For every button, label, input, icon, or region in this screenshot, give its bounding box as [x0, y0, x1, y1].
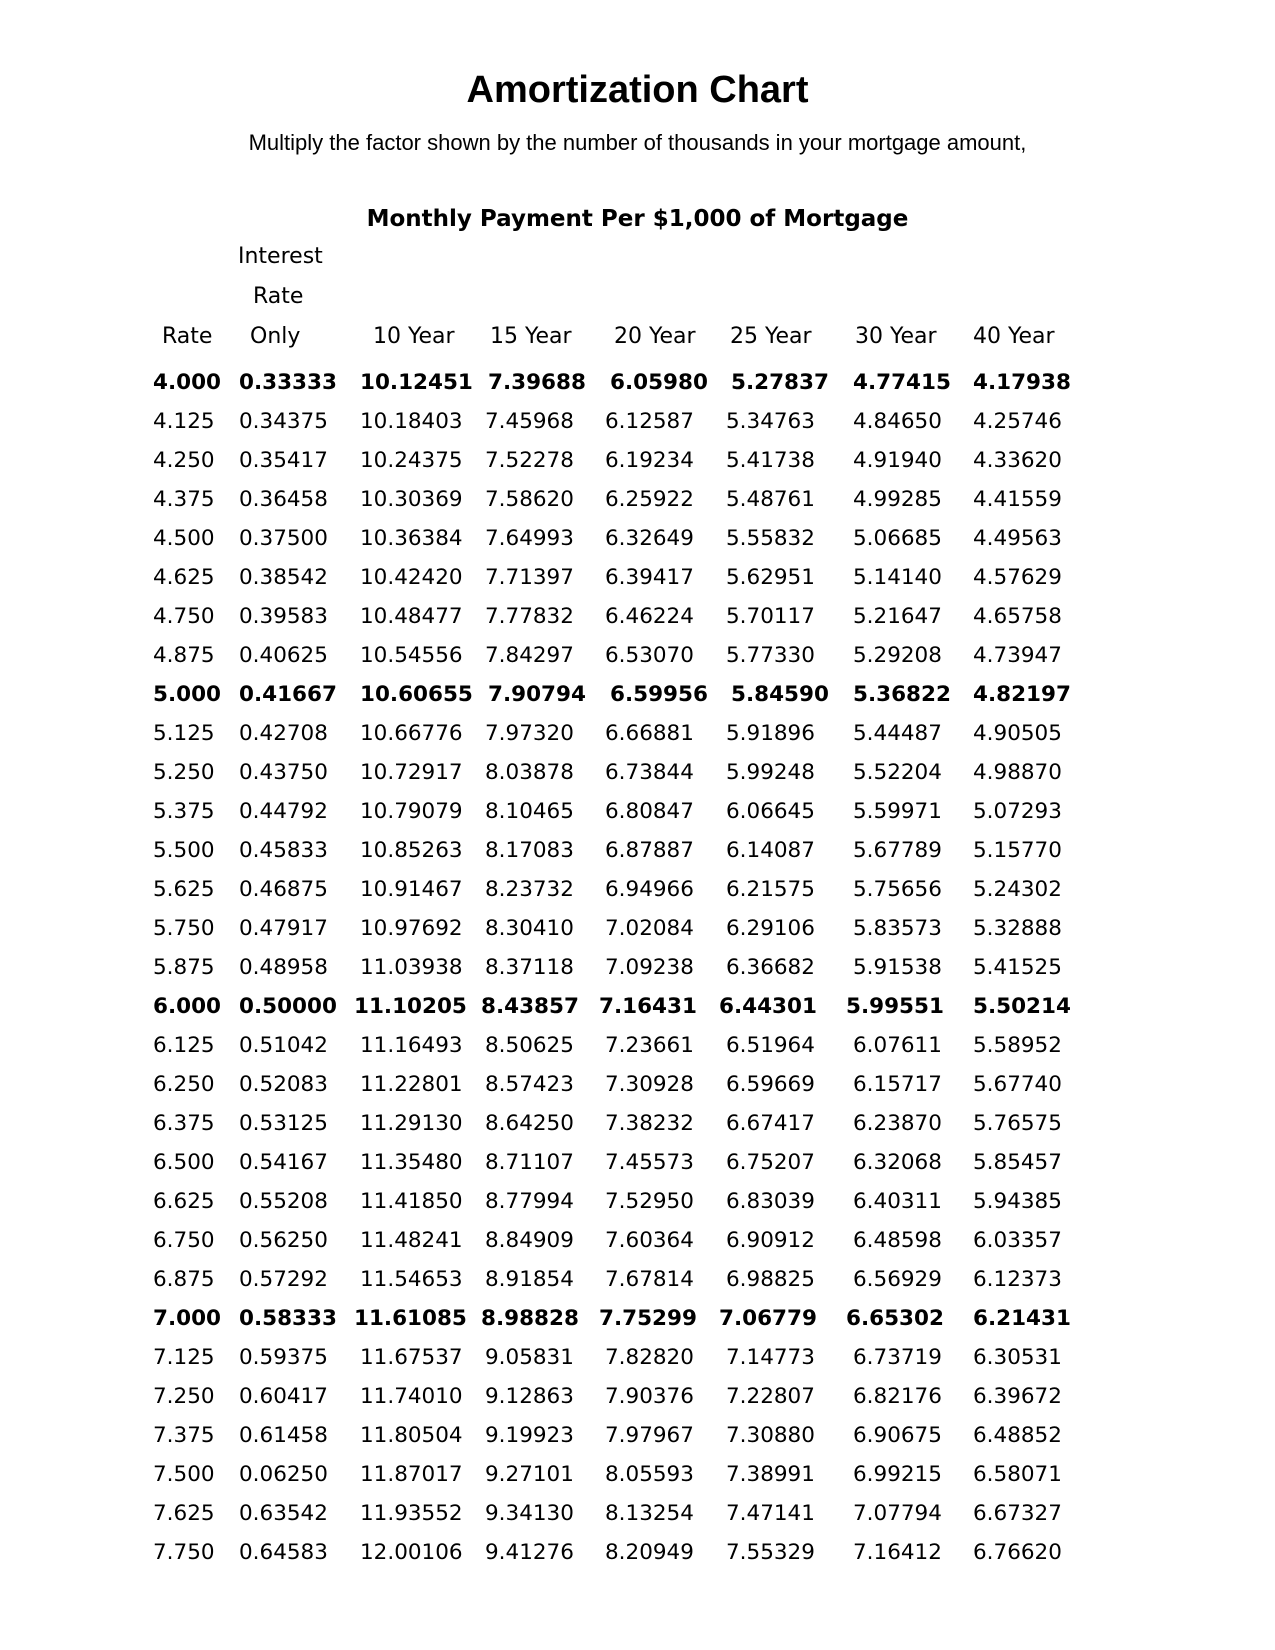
cell-20-year: 7.38232	[605, 1111, 694, 1136]
cell-20-year: 8.20949	[605, 1540, 694, 1565]
cell-15-year: 7.45968	[485, 409, 574, 434]
cell-25-year: 5.62951	[726, 565, 815, 590]
cell-10-year: 10.72917	[360, 760, 463, 785]
table-row	[0, 1495, 1275, 1534]
cell-20-year: 8.13254	[605, 1501, 694, 1526]
cell-40-year: 5.07293	[973, 799, 1062, 824]
table-row	[0, 481, 1275, 520]
cell-15-year: 8.98828	[481, 1306, 579, 1331]
table-row	[0, 1261, 1275, 1300]
cell-20-year: 7.09238	[605, 955, 694, 980]
cell-interest-only: 0.63542	[239, 1501, 328, 1526]
cell-30-year: 5.52204	[853, 760, 942, 785]
cell-25-year: 6.29106	[726, 916, 815, 941]
cell-rate: 6.375	[153, 1111, 215, 1136]
cell-40-year: 5.50214	[973, 994, 1071, 1019]
cell-15-year: 8.77994	[485, 1189, 574, 1214]
cell-interest-only: 0.36458	[239, 487, 328, 512]
cell-30-year: 6.65302	[846, 1306, 944, 1331]
cell-20-year: 6.12587	[605, 409, 694, 434]
table-row	[0, 949, 1275, 988]
cell-15-year: 7.64993	[485, 526, 574, 551]
cell-15-year: 8.03878	[485, 760, 574, 785]
cell-10-year: 11.74010	[360, 1384, 463, 1409]
cell-interest-only: 0.41667	[239, 682, 337, 707]
cell-10-year: 11.16493	[360, 1033, 463, 1058]
table-row	[0, 1183, 1275, 1222]
cell-rate: 6.500	[153, 1150, 215, 1175]
cell-25-year: 5.48761	[726, 487, 815, 512]
cell-interest-only: 0.53125	[239, 1111, 328, 1136]
cell-40-year: 4.65758	[973, 604, 1062, 629]
cell-40-year: 6.03357	[973, 1228, 1062, 1253]
table-row	[0, 1378, 1275, 1417]
table-row	[0, 403, 1275, 442]
cell-40-year: 4.25746	[973, 409, 1062, 434]
cell-10-year: 10.24375	[360, 448, 463, 473]
cell-25-year: 5.99248	[726, 760, 815, 785]
cell-25-year: 6.44301	[719, 994, 817, 1019]
cell-40-year: 4.98870	[973, 760, 1062, 785]
cell-40-year: 4.49563	[973, 526, 1062, 551]
header-10-year: 10 Year	[373, 324, 455, 349]
cell-rate: 5.875	[153, 955, 215, 980]
cell-20-year: 7.45573	[605, 1150, 694, 1175]
table-row	[0, 1066, 1275, 1105]
cell-20-year: 7.82820	[605, 1345, 694, 1370]
cell-rate: 4.500	[153, 526, 215, 551]
cell-20-year: 7.75299	[599, 1306, 697, 1331]
cell-25-year: 6.75207	[726, 1150, 815, 1175]
cell-interest-only: 0.59375	[239, 1345, 328, 1370]
cell-30-year: 5.91538	[853, 955, 942, 980]
cell-interest-only: 0.37500	[239, 526, 328, 551]
header-interest-line3: Only	[250, 324, 301, 349]
cell-15-year: 8.17083	[485, 838, 574, 863]
cell-15-year: 7.77832	[485, 604, 574, 629]
cell-25-year: 6.06645	[726, 799, 815, 824]
cell-40-year: 6.30531	[973, 1345, 1062, 1370]
cell-rate: 7.125	[153, 1345, 215, 1370]
cell-40-year: 5.94385	[973, 1189, 1062, 1214]
cell-20-year: 6.66881	[605, 721, 694, 746]
cell-25-year: 7.06779	[719, 1306, 817, 1331]
cell-10-year: 11.41850	[360, 1189, 463, 1214]
page-subtitle: Multiply the factor shown by the number of thousands in your mortgage amount,	[248, 130, 1027, 155]
cell-30-year: 5.99551	[846, 994, 944, 1019]
cell-40-year: 4.82197	[973, 682, 1071, 707]
cell-15-year: 7.39688	[488, 370, 586, 395]
cell-10-year: 10.91467	[360, 877, 463, 902]
cell-10-year: 10.48477	[360, 604, 463, 629]
cell-10-year: 11.87017	[360, 1462, 463, 1487]
table-row	[0, 1417, 1275, 1456]
cell-40-year: 6.12373	[973, 1267, 1062, 1292]
cell-40-year: 6.48852	[973, 1423, 1062, 1448]
table-body	[0, 364, 1275, 1573]
cell-10-year: 10.85263	[360, 838, 463, 863]
cell-30-year: 6.82176	[853, 1384, 942, 1409]
cell-10-year: 10.30369	[360, 487, 463, 512]
header-20-year: 20 Year	[614, 324, 696, 349]
cell-interest-only: 0.55208	[239, 1189, 328, 1214]
cell-25-year: 5.91896	[726, 721, 815, 746]
cell-10-year: 11.80504	[360, 1423, 463, 1448]
cell-40-year: 5.67740	[973, 1072, 1062, 1097]
cell-20-year: 7.23661	[605, 1033, 694, 1058]
cell-10-year: 11.29130	[360, 1111, 463, 1136]
table-row	[0, 520, 1275, 559]
cell-rate: 7.500	[153, 1462, 215, 1487]
cell-rate: 6.250	[153, 1072, 215, 1097]
cell-15-year: 7.84297	[485, 643, 574, 668]
cell-25-year: 7.22807	[726, 1384, 815, 1409]
cell-10-year: 10.36384	[360, 526, 463, 551]
cell-20-year: 6.05980	[610, 370, 708, 395]
cell-10-year: 10.79079	[360, 799, 463, 824]
cell-interest-only: 0.58333	[239, 1306, 337, 1331]
cell-interest-only: 0.54167	[239, 1150, 328, 1175]
cell-interest-only: 0.42708	[239, 721, 328, 746]
table-heading: Monthly Payment Per $1,000 of Mortgage	[366, 206, 909, 232]
cell-15-year: 8.37118	[485, 955, 574, 980]
cell-20-year: 6.19234	[605, 448, 694, 473]
cell-30-year: 5.59971	[853, 799, 942, 824]
cell-30-year: 6.90675	[853, 1423, 942, 1448]
cell-25-year: 7.14773	[726, 1345, 815, 1370]
table-row	[0, 1144, 1275, 1183]
cell-25-year: 5.27837	[731, 370, 829, 395]
cell-40-year: 6.21431	[973, 1306, 1071, 1331]
cell-15-year: 9.34130	[485, 1501, 574, 1526]
cell-40-year: 6.58071	[973, 1462, 1062, 1487]
cell-30-year: 5.36822	[853, 682, 951, 707]
table-row	[0, 598, 1275, 637]
cell-15-year: 9.12863	[485, 1384, 574, 1409]
cell-25-year: 6.14087	[726, 838, 815, 863]
cell-25-year: 7.55329	[726, 1540, 815, 1565]
cell-interest-only: 0.34375	[239, 409, 328, 434]
cell-interest-only: 0.47917	[239, 916, 328, 941]
cell-25-year: 6.98825	[726, 1267, 815, 1292]
cell-30-year: 5.14140	[853, 565, 942, 590]
cell-interest-only: 0.51042	[239, 1033, 328, 1058]
cell-rate: 5.375	[153, 799, 215, 824]
cell-40-year: 5.32888	[973, 916, 1062, 941]
cell-interest-only: 0.35417	[239, 448, 328, 473]
cell-rate: 5.000	[153, 682, 222, 707]
cell-15-year: 8.10465	[485, 799, 574, 824]
cell-interest-only: 0.61458	[239, 1423, 328, 1448]
cell-20-year: 7.67814	[605, 1267, 694, 1292]
cell-rate: 6.750	[153, 1228, 215, 1253]
cell-rate: 5.500	[153, 838, 215, 863]
cell-25-year: 6.51964	[726, 1033, 815, 1058]
cell-interest-only: 0.45833	[239, 838, 328, 863]
cell-30-year: 6.32068	[853, 1150, 942, 1175]
cell-40-year: 5.85457	[973, 1150, 1062, 1175]
cell-15-year: 8.57423	[485, 1072, 574, 1097]
cell-15-year: 9.27101	[485, 1462, 574, 1487]
cell-30-year: 6.99215	[853, 1462, 942, 1487]
cell-25-year: 5.77330	[726, 643, 815, 668]
cell-25-year: 7.38991	[726, 1462, 815, 1487]
cell-15-year: 7.71397	[485, 565, 574, 590]
cell-interest-only: 0.46875	[239, 877, 328, 902]
cell-20-year: 6.94966	[605, 877, 694, 902]
cell-20-year: 7.52950	[605, 1189, 694, 1214]
cell-rate: 7.000	[153, 1306, 222, 1331]
cell-25-year: 5.84590	[731, 682, 829, 707]
cell-25-year: 5.70117	[726, 604, 815, 629]
cell-30-year: 5.83573	[853, 916, 942, 941]
cell-30-year: 7.16412	[853, 1540, 942, 1565]
cell-30-year: 4.99285	[853, 487, 942, 512]
cell-20-year: 6.59956	[610, 682, 708, 707]
cell-40-year: 4.57629	[973, 565, 1062, 590]
cell-10-year: 10.18403	[360, 409, 463, 434]
table-row	[0, 832, 1275, 871]
cell-20-year: 6.53070	[605, 643, 694, 668]
cell-15-year: 8.23732	[485, 877, 574, 902]
cell-10-year: 11.22801	[360, 1072, 463, 1097]
cell-20-year: 7.90376	[605, 1384, 694, 1409]
cell-10-year: 10.97692	[360, 916, 463, 941]
cell-15-year: 8.91854	[485, 1267, 574, 1292]
cell-interest-only: 0.56250	[239, 1228, 328, 1253]
table-row	[0, 1534, 1275, 1573]
cell-20-year: 7.97967	[605, 1423, 694, 1448]
cell-40-year: 6.39672	[973, 1384, 1062, 1409]
cell-rate: 4.875	[153, 643, 215, 668]
cell-10-year: 10.60655	[360, 682, 473, 707]
header-15-year: 15 Year	[490, 324, 572, 349]
table-row	[0, 1222, 1275, 1261]
cell-rate: 5.250	[153, 760, 215, 785]
cell-rate: 6.125	[153, 1033, 215, 1058]
cell-25-year: 5.41738	[726, 448, 815, 473]
cell-15-year: 8.30410	[485, 916, 574, 941]
cell-30-year: 4.77415	[853, 370, 951, 395]
cell-rate: 5.750	[153, 916, 215, 941]
cell-40-year: 5.24302	[973, 877, 1062, 902]
table-row	[0, 364, 1275, 403]
cell-15-year: 7.52278	[485, 448, 574, 473]
cell-25-year: 7.30880	[726, 1423, 815, 1448]
cell-40-year: 4.90505	[973, 721, 1062, 746]
table-row	[0, 676, 1275, 715]
cell-10-year: 10.54556	[360, 643, 463, 668]
cell-30-year: 6.73719	[853, 1345, 942, 1370]
cell-30-year: 5.21647	[853, 604, 942, 629]
cell-rate: 5.625	[153, 877, 215, 902]
cell-15-year: 8.64250	[485, 1111, 574, 1136]
table-row	[0, 754, 1275, 793]
cell-30-year: 5.67789	[853, 838, 942, 863]
cell-25-year: 6.90912	[726, 1228, 815, 1253]
header-40-year: 40 Year	[973, 324, 1055, 349]
table-row	[0, 1339, 1275, 1378]
cell-30-year: 4.91940	[853, 448, 942, 473]
table-row	[0, 988, 1275, 1027]
cell-15-year: 9.19923	[485, 1423, 574, 1448]
cell-20-year: 6.87887	[605, 838, 694, 863]
cell-30-year: 6.40311	[853, 1189, 942, 1214]
cell-rate: 4.000	[153, 370, 222, 395]
cell-25-year: 6.83039	[726, 1189, 815, 1214]
cell-interest-only: 0.40625	[239, 643, 328, 668]
cell-15-year: 9.41276	[485, 1540, 574, 1565]
cell-10-year: 11.93552	[360, 1501, 463, 1526]
cell-30-year: 6.23870	[853, 1111, 942, 1136]
cell-30-year: 5.29208	[853, 643, 942, 668]
cell-interest-only: 0.06250	[239, 1462, 328, 1487]
page-title: Amortization Chart	[466, 69, 809, 111]
cell-30-year: 6.07611	[853, 1033, 942, 1058]
cell-interest-only: 0.57292	[239, 1267, 328, 1292]
cell-10-year: 10.12451	[360, 370, 473, 395]
table-row	[0, 793, 1275, 832]
cell-10-year: 10.66776	[360, 721, 463, 746]
cell-30-year: 4.84650	[853, 409, 942, 434]
header-rate: Rate	[162, 324, 213, 349]
cell-20-year: 6.46224	[605, 604, 694, 629]
cell-rate: 4.125	[153, 409, 215, 434]
cell-25-year: 6.36682	[726, 955, 815, 980]
header-interest-line1: Interest	[238, 244, 323, 269]
cell-interest-only: 0.43750	[239, 760, 328, 785]
cell-interest-only: 0.52083	[239, 1072, 328, 1097]
cell-10-year: 11.03938	[360, 955, 463, 980]
cell-10-year: 11.54653	[360, 1267, 463, 1292]
cell-interest-only: 0.60417	[239, 1384, 328, 1409]
cell-interest-only: 0.33333	[239, 370, 337, 395]
table-row	[0, 637, 1275, 676]
cell-interest-only: 0.48958	[239, 955, 328, 980]
cell-30-year: 5.75656	[853, 877, 942, 902]
cell-interest-only: 0.50000	[239, 994, 337, 1019]
cell-40-year: 4.73947	[973, 643, 1062, 668]
cell-15-year: 7.97320	[485, 721, 574, 746]
cell-interest-only: 0.44792	[239, 799, 328, 824]
cell-20-year: 6.25922	[605, 487, 694, 512]
cell-15-year: 9.05831	[485, 1345, 574, 1370]
cell-10-year: 11.61085	[354, 1306, 467, 1331]
cell-25-year: 7.47141	[726, 1501, 815, 1526]
table-row	[0, 1027, 1275, 1066]
cell-40-year: 4.17938	[973, 370, 1071, 395]
cell-20-year: 7.30928	[605, 1072, 694, 1097]
cell-30-year: 5.06685	[853, 526, 942, 551]
header-interest-line2: Rate	[253, 284, 304, 309]
cell-20-year: 6.39417	[605, 565, 694, 590]
cell-20-year: 6.73844	[605, 760, 694, 785]
cell-40-year: 6.76620	[973, 1540, 1062, 1565]
cell-10-year: 11.10205	[354, 994, 467, 1019]
cell-40-year: 4.33620	[973, 448, 1062, 473]
cell-30-year: 6.56929	[853, 1267, 942, 1292]
cell-rate: 6.000	[153, 994, 222, 1019]
cell-10-year: 11.35480	[360, 1150, 463, 1175]
cell-interest-only: 0.64583	[239, 1540, 328, 1565]
cell-10-year: 10.42420	[360, 565, 463, 590]
cell-20-year: 6.32649	[605, 526, 694, 551]
cell-interest-only: 0.38542	[239, 565, 328, 590]
cell-20-year: 7.02084	[605, 916, 694, 941]
table-row	[0, 1300, 1275, 1339]
cell-25-year: 6.21575	[726, 877, 815, 902]
cell-10-year: 11.67537	[360, 1345, 463, 1370]
cell-10-year: 11.48241	[360, 1228, 463, 1253]
cell-rate: 7.625	[153, 1501, 215, 1526]
cell-15-year: 7.58620	[485, 487, 574, 512]
cell-40-year: 5.76575	[973, 1111, 1062, 1136]
table-row	[0, 715, 1275, 754]
table-row	[0, 910, 1275, 949]
cell-25-year: 6.67417	[726, 1111, 815, 1136]
header-30-year: 30 Year	[855, 324, 937, 349]
table-row	[0, 559, 1275, 598]
header-25-year: 25 Year	[730, 324, 812, 349]
cell-40-year: 5.41525	[973, 955, 1062, 980]
cell-15-year: 8.71107	[485, 1150, 574, 1175]
cell-25-year: 5.34763	[726, 409, 815, 434]
cell-rate: 4.250	[153, 448, 215, 473]
cell-20-year: 7.16431	[599, 994, 697, 1019]
cell-30-year: 7.07794	[853, 1501, 942, 1526]
cell-40-year: 5.58952	[973, 1033, 1062, 1058]
table-row	[0, 1105, 1275, 1144]
cell-15-year: 7.90794	[488, 682, 586, 707]
cell-20-year: 6.80847	[605, 799, 694, 824]
cell-rate: 7.750	[153, 1540, 215, 1565]
cell-rate: 4.750	[153, 604, 215, 629]
cell-20-year: 8.05593	[605, 1462, 694, 1487]
cell-25-year: 6.59669	[726, 1072, 815, 1097]
cell-30-year: 6.48598	[853, 1228, 942, 1253]
cell-25-year: 5.55832	[726, 526, 815, 551]
cell-15-year: 8.43857	[481, 994, 579, 1019]
cell-rate: 4.375	[153, 487, 215, 512]
table-row	[0, 871, 1275, 910]
table-row	[0, 442, 1275, 481]
cell-rate: 7.375	[153, 1423, 215, 1448]
cell-40-year: 6.67327	[973, 1501, 1062, 1526]
cell-rate: 6.625	[153, 1189, 215, 1214]
cell-10-year: 12.00106	[360, 1540, 463, 1565]
cell-rate: 4.625	[153, 565, 215, 590]
cell-rate: 5.125	[153, 721, 215, 746]
cell-15-year: 8.84909	[485, 1228, 574, 1253]
cell-interest-only: 0.39583	[239, 604, 328, 629]
cell-30-year: 6.15717	[853, 1072, 942, 1097]
cell-rate: 6.875	[153, 1267, 215, 1292]
cell-40-year: 4.41559	[973, 487, 1062, 512]
cell-rate: 7.250	[153, 1384, 215, 1409]
cell-20-year: 7.60364	[605, 1228, 694, 1253]
cell-40-year: 5.15770	[973, 838, 1062, 863]
cell-30-year: 5.44487	[853, 721, 942, 746]
cell-15-year: 8.50625	[485, 1033, 574, 1058]
table-row	[0, 1456, 1275, 1495]
